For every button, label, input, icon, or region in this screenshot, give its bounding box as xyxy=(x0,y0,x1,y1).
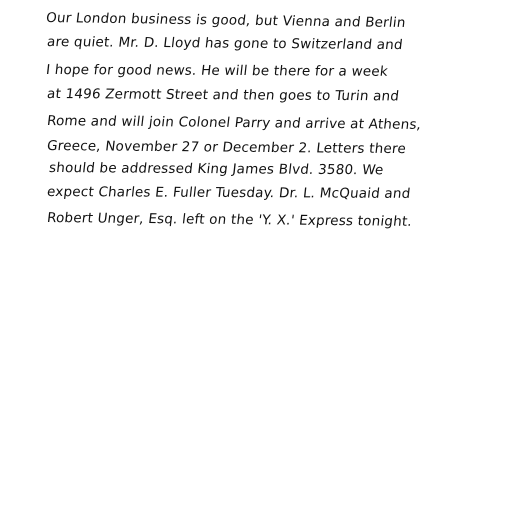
handwritten-line-7: should be addressed King James Blvd. 3580. We xyxy=(48,160,385,179)
handwritten-line-4: at 1496 Zermott Street and then goes to Turin and xyxy=(46,86,401,105)
handwritten-line-8: expect Charles E. Fuller Tuesday. Dr. L. McQuaid and xyxy=(46,184,412,202)
handwritten-line-5: Rome and will join Colonel Parry and arrive at Athens, xyxy=(46,113,423,133)
handwritten-line-1: Our London business is good, but Vienna and Berlin xyxy=(45,10,407,32)
handwritten-line-6: Greece, November 27 or December 2. Letters there xyxy=(46,138,407,158)
handwritten-line-2: are quiet. Mr. D. Lloyd has gone to Switzerland and xyxy=(46,34,404,54)
handwritten-line-9: Robert Unger, Esq. left on the 'Y. X.' Express tonight. xyxy=(46,210,413,230)
handwritten-line-3: I hope for good news. He will be there for a week xyxy=(45,62,389,80)
